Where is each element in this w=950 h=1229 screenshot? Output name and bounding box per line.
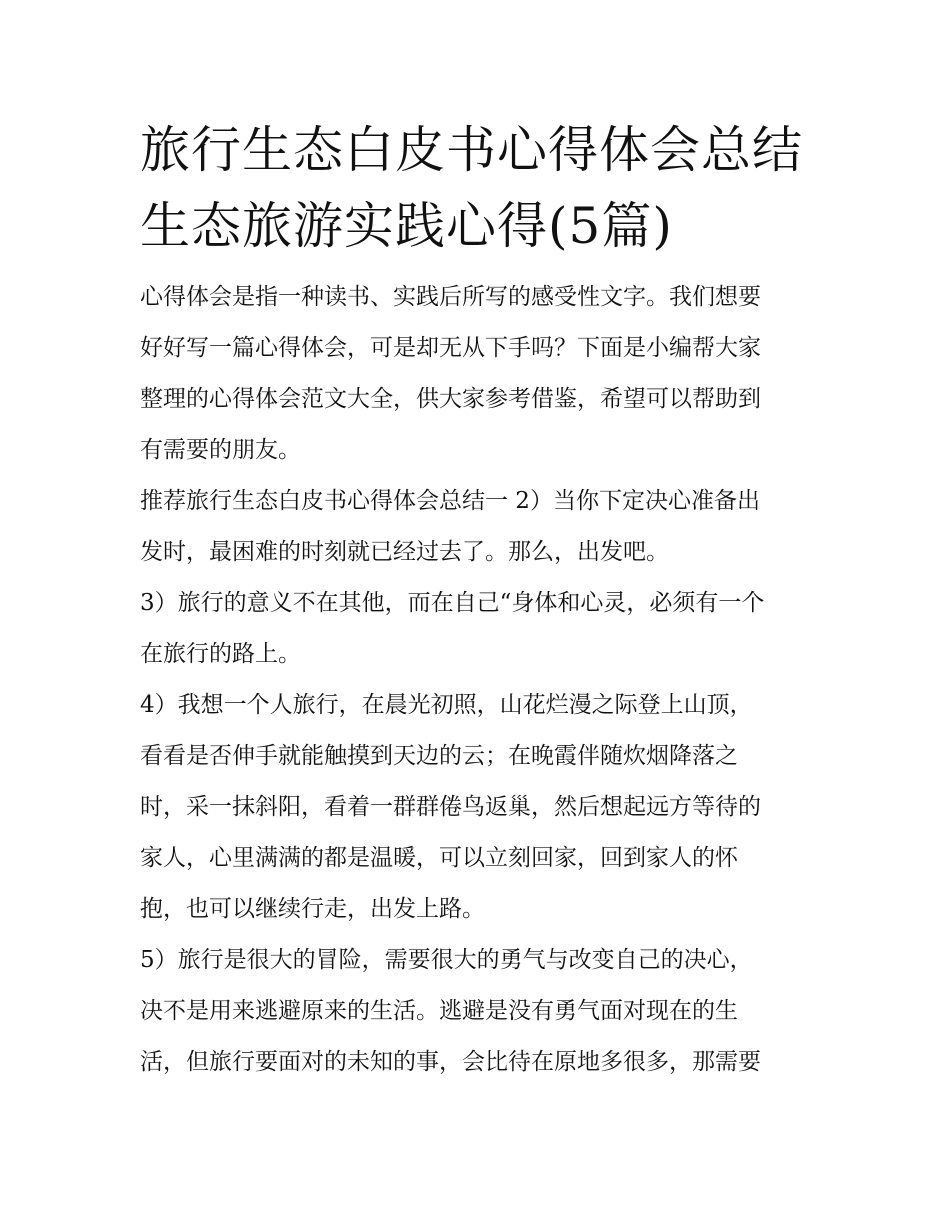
text-line: 好好写一篇心得体会，可是却无从下手吗？下面是小编帮大家 [140, 335, 761, 361]
paragraph-4 [140, 680, 820, 935]
text-line: 心得体会是指一种读书、实践后所写的感受性文字。我们想要 [140, 284, 761, 310]
text-line: 在旅行的路上。 [140, 641, 301, 667]
text-line: 活，但旅行要面对的未知的事，会比待在原地多很多，那需要 [140, 1049, 761, 1075]
document-body [140, 112, 820, 1088]
title-line-2: 生态旅游实践心得(5篇) [140, 197, 673, 255]
text-line: 时，采一抹斜阳，看着一群群倦鸟返巢，然后想起远方等待的 [140, 794, 761, 820]
paragraph-2 [140, 476, 820, 578]
text-line: 发时，最困难的时刻就已经过去了。那么，出发吧。 [140, 539, 669, 565]
document-title [140, 112, 820, 264]
text-line: 看看是否伸手就能触摸到天边的云；在晚霞伴随炊烟降落之 [140, 743, 738, 769]
text-line: 3）旅行的意义不在其他，而在自己“身体和心灵，必须有一个 [140, 590, 765, 616]
paragraph-5 [140, 935, 820, 1088]
text-line: 整理的心得体会范文大全，供大家参考借鉴，希望可以帮助到 [140, 386, 761, 412]
text-line: 5）旅行是很大的冒险，需要很大的勇气与改变自己的决心， [140, 947, 753, 973]
text-line: 抱，也可以继续行走，出发上路。 [140, 896, 485, 922]
text-line: 家人，心里满满的都是温暖，可以立刻回家，回到家人的怀 [140, 845, 738, 871]
text-line: 4）我想一个人旅行，在晨光初照，山花烂漫之际登上山顶， [140, 692, 753, 718]
text-line: 推荐旅行生态白皮书心得体会总结一 2）当你下定决心准备出 [140, 488, 760, 514]
title-line-1: 旅行生态白皮书心得体会总结 [140, 121, 803, 179]
text-line: 有需要的朋友。 [140, 437, 301, 463]
paragraph-3 [140, 578, 820, 680]
text-line: 决不是用来逃避原来的生活。逃避是没有勇气面对现在的生 [140, 998, 738, 1024]
paragraph-intro [140, 272, 820, 476]
